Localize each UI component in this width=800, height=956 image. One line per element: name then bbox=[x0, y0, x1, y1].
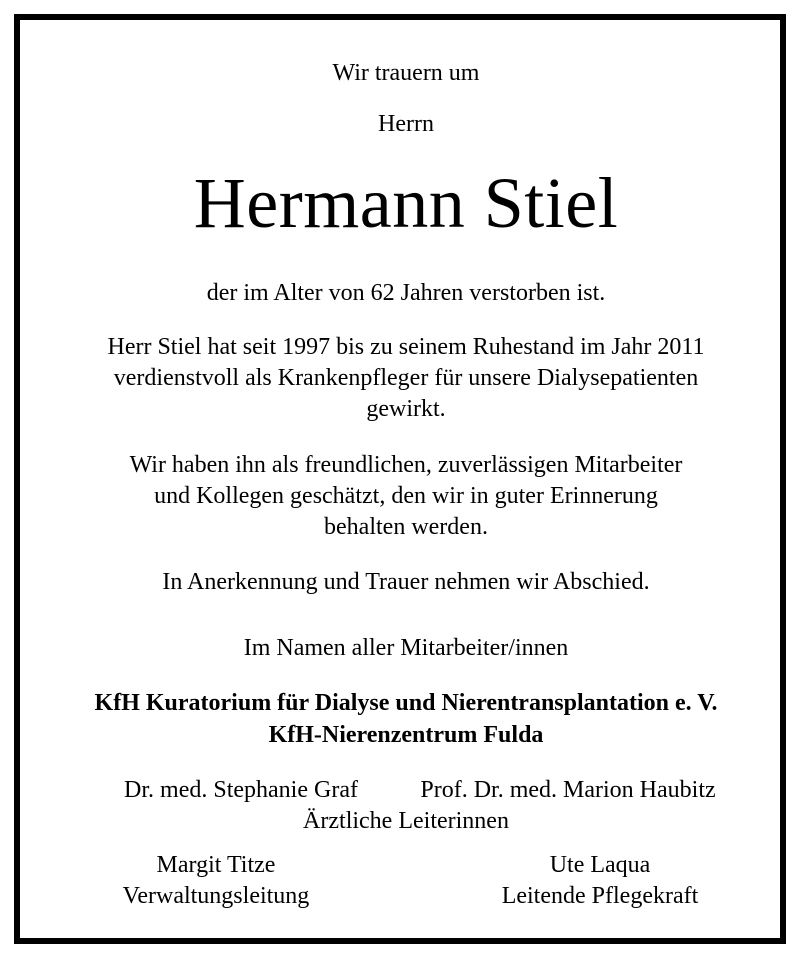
left-signatory-name: Margit Titze bbox=[156, 852, 276, 878]
doctor1-name: Dr. med. Stephanie Graf bbox=[124, 777, 358, 803]
farewell-text: In Anerkennung und Trauer nehmen wir Abschied. bbox=[162, 569, 650, 595]
doctor2-name: Prof. Dr. med. Marion Haubitz bbox=[420, 777, 716, 803]
deceased-name: Hermann Stiel bbox=[193, 163, 619, 243]
paragraph1-line2: verdienstvoll als Krankenpfleger für unsere Dialysepatienten bbox=[113, 365, 699, 391]
doctors-role: Ärztliche Leiterinnen bbox=[303, 808, 509, 834]
organization-center: KfH-Nierenzentrum Fulda bbox=[268, 722, 544, 748]
paragraph2-line2: und Kollegen geschätzt, den wir in guter Erinnerung bbox=[154, 483, 658, 509]
paragraph1-line1: Herr Stiel hat seit 1997 bis zu seinem Ruhestand im Jahr 2011 bbox=[107, 334, 705, 360]
left-signatory-role: Verwaltungsleitung bbox=[122, 883, 310, 909]
on-behalf-text: Im Namen aller Mitarbeiter/innen bbox=[243, 635, 569, 661]
age-line: der im Alter von 62 Jahren verstorben ist. bbox=[206, 280, 606, 306]
paragraph2-line3: behalten werden. bbox=[324, 514, 488, 540]
right-signatory-role: Leitende Pflegekraft bbox=[501, 883, 699, 909]
obituary-frame bbox=[14, 14, 786, 944]
salutation-text: Herrn bbox=[378, 111, 434, 137]
paragraph1-line3: gewirkt. bbox=[366, 396, 446, 422]
paragraph2-line1: Wir haben ihn als freundlichen, zuverlässigen Mitarbeiter bbox=[129, 452, 683, 478]
organization-name: KfH Kuratorium für Dialyse und Nierentransplantation e. V. bbox=[94, 690, 718, 716]
intro-text: Wir trauern um bbox=[332, 60, 480, 86]
right-signatory-name: Ute Laqua bbox=[549, 852, 651, 878]
